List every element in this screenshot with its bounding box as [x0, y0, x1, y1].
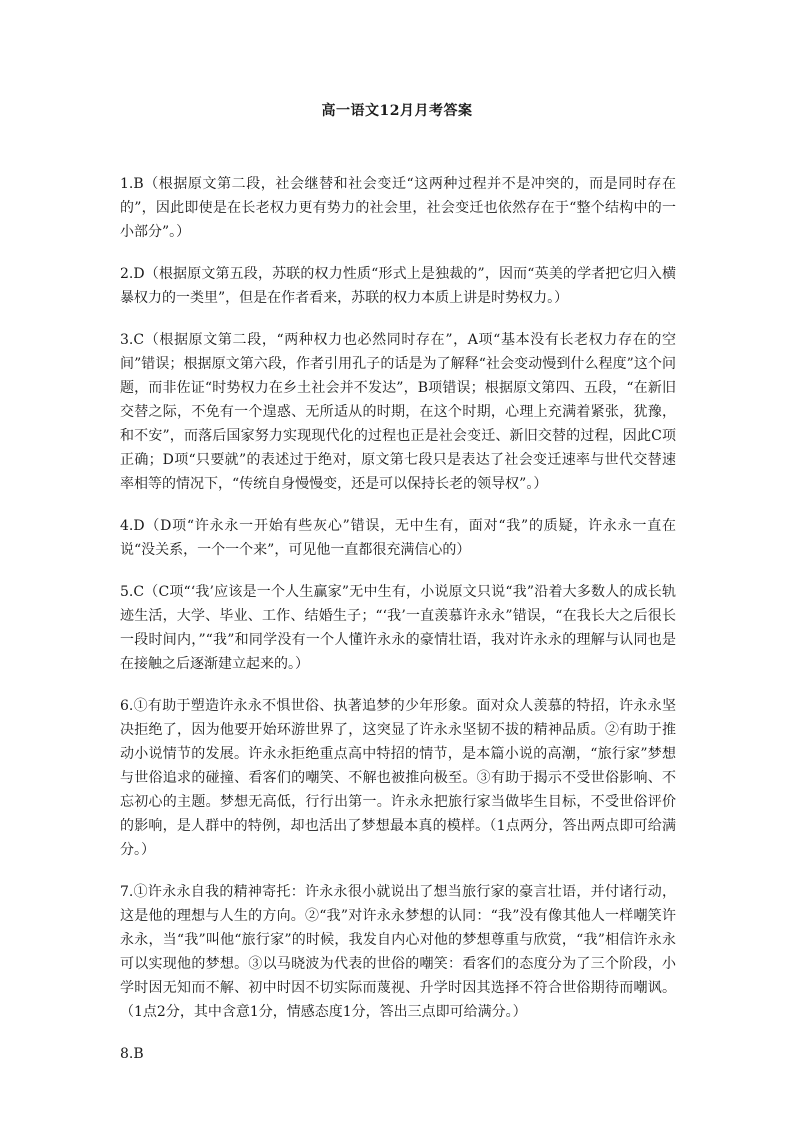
answer-8: 8.B — [120, 1046, 144, 1062]
answer-2: 2.D（根据原文第五段，苏联的权力性质“形式上是独裁的”，因而“英美的学者把它归入横暴权力的一类里”，但是在作者看来，苏联的权力本质上讲是时势权力。） — [120, 266, 676, 306]
answer-3: 3.C（根据原文第二段，“两种权力也必然同时存在”，A项“基本没有长老权力存在的空间”错误；根据原文第六段，作者引用孔子的话是为了解释“社会变动慢到什么程度”这个问题，而非佐证“时势权力在乡土社会并不发达”，B项错误；根据原文第四、五段，“在新旧交替之际，不免有一个遑惑、无所适从的时期，在这个时期，心理上充满着紧张，犹豫，和不安”，而落后国家努力实现现代化的过程也正是社会变迁、新旧交替的过程，因此C项正确；D项“只要就”的表述过于绝对，原文第七段只是表达了社会变迁速率与世代交替速率相等的情况下，“传统自身慢慢变，还是可以保持长老的领导权”。） — [120, 332, 676, 492]
answer-list — [120, 172, 676, 1084]
answer-6: 6.①有助于塑造许永永不惧世俗、执著追梦的少年形象。面对众人羡慕的特招，许永永坚决拒绝了，因为他要开始环游世界了，这突显了许永永坚韧不拔的精神品质。②有助于推动小说情节的发展。许永永拒绝重点高中特招的情节，是本篇小说的高潮，“旅行家”梦想与世俗追求的碰撞、看客们的嘲笑、不解也被推向极至。③有助于揭示不受世俗影响、不忘初心的主题。梦想无高低，行行出第一。许永永把旅行家当做毕生目标，不受世俗评价的影响，是人群中的特例，却也活出了梦想最本真的模样。（1点两分，答出两点即可给满分。） — [120, 698, 676, 858]
answer-1: 1.B（根据原文第二段，社会继替和社会变迁“这两种过程并不是冲突的，而是同时存在的”，因此即使是在长老权力更有势力的社会里，社会变迁也依然存在于“整个结构中的一小部分”。） — [120, 176, 676, 240]
answer-7: 7.①许永永自我的精神寄托：许永永很小就说出了想当旅行家的豪言壮语，并付诸行动，这是他的理想与人生的方向。②“我”对许永永梦想的认同：“我”没有像其他人一样嘲笑许永永，当“我”叫他“旅行家”的时候，我发自内心对他的梦想尊重与欣赏，“我”相信许永永可以实现他的梦想。③以马晓波为代表的世俗的嘲笑：看客们的态度分为了三个阶段，小学时因无知而不解、初中时因不切实际而蔑视、升学时因其选择不符合世俗期待而嘲讽。（1点2分，其中含意1分，情感态度1分，答出三点即可给满分。） — [120, 884, 676, 1020]
answer-5: 5.C（C项“‘我’应该是一个人生赢家”无中生有，小说原文只说“我”沿着大多数人的成长轨迹生活，大学、毕业、工作、结婚生子；“‘我’一直羡慕许永永”错误，“在我长大之后很长一段时间内，”“我”和同学没有一个人懂许永永的豪情壮语，我对许永永的理解与认同也是在接触之后逐渐建立起来的。） — [120, 584, 676, 672]
answer-4: 4.D（D项“许永永一开始有些灰心”错误，无中生有，面对“我”的质疑，许永永一直在说“没关系，一个一个来”，可见他一直都很充满信心的） — [120, 518, 676, 558]
document-title: 高一语文12月月考答案 — [321, 103, 473, 119]
